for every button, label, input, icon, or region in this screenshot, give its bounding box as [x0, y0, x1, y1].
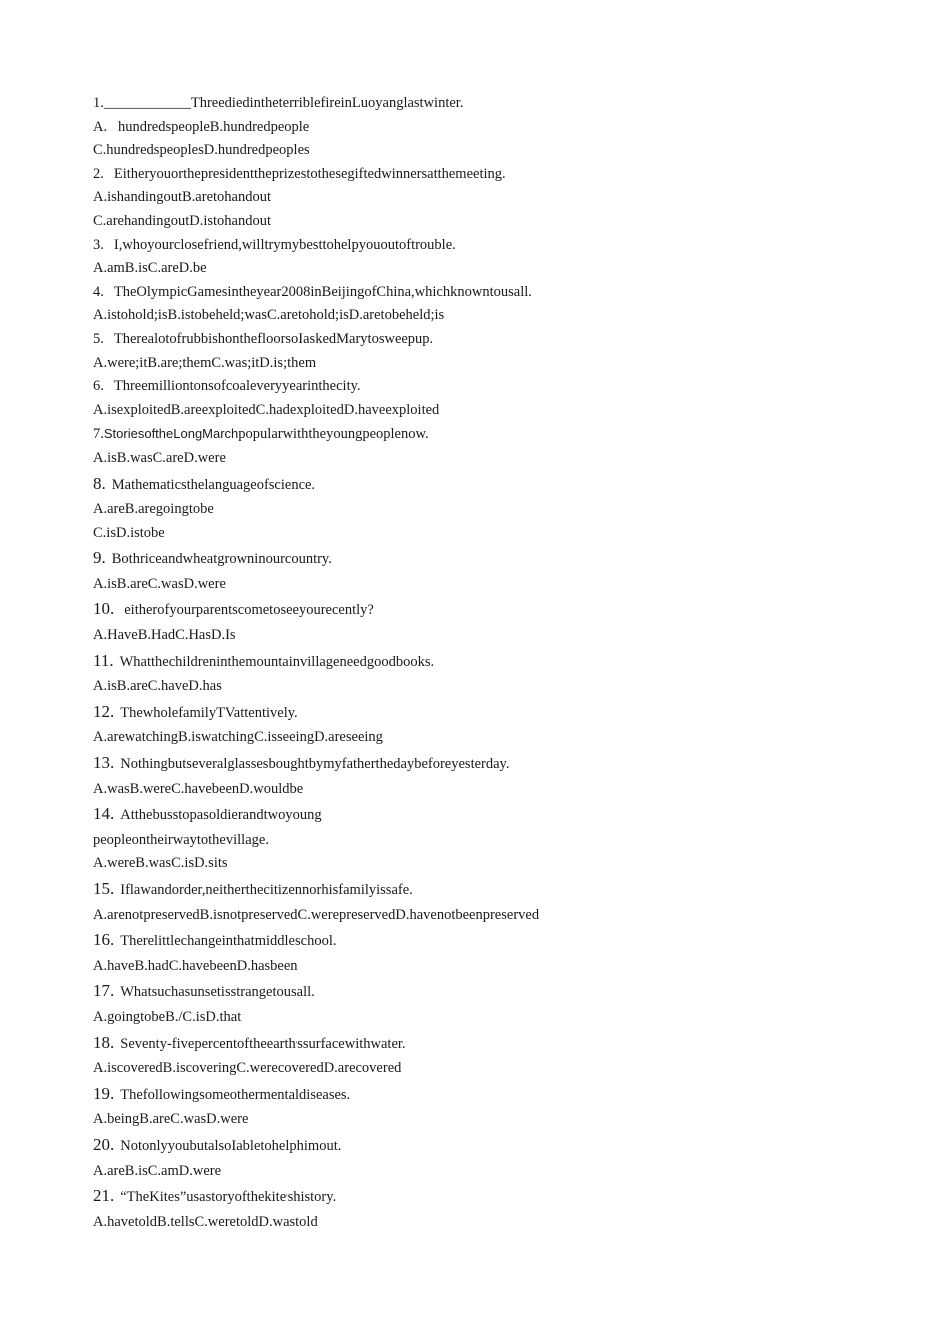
- question-stem: Threemilliontonsofcoaleveryyearinthecity.: [113, 378, 361, 395]
- options-line: A.areB.aregoingtobe: [93, 501, 214, 518]
- options-line: A.amB.isC.areD.be: [93, 260, 207, 277]
- question-stem: Thefollowingsomeothermentaldiseases.: [120, 1086, 351, 1103]
- options-line: A.isexploitedB.areexploitedC.hadexploitedD.haveexploited: [93, 401, 440, 418]
- question-3: [93, 234, 913, 258]
- question-18: [93, 1030, 913, 1058]
- question-stem: Whatthechildreninthemountainvillageneedgoodbooks.: [119, 653, 435, 670]
- question-stem: NotonlyyoubutalsoIabletohelphimout.: [120, 1137, 342, 1154]
- question-number: 16.: [93, 930, 115, 950]
- question-number: 20.: [93, 1134, 115, 1154]
- question-stem: Mathematicsthelanguageofscience.: [111, 476, 316, 493]
- question-number: 19.: [93, 1083, 115, 1103]
- options-line: A.arenotpreservedB.isnotpreservedC.werepreservedD.havenotbeenpreserved: [93, 906, 540, 923]
- options-line: A.haveB.hadC.havebeenD.hasbeen: [93, 957, 298, 974]
- options-line: C.hundredspeoplesD.hundredpeoples: [93, 142, 310, 159]
- options-line: A.arewatchingB.iswatchingC.isseeingD.areseeing: [93, 729, 383, 746]
- options-line: A.beingB.areC.wasD.were: [93, 1111, 249, 1128]
- options-line: A.havetoldB.tellsC.weretoldD.wastold: [93, 1213, 318, 1230]
- question-stem: shistory.: [287, 1189, 337, 1206]
- question-stem: Iflawandorder,neitherthecitizennorhisfamilyissafe.: [120, 882, 413, 898]
- question-number: 11.: [93, 650, 114, 670]
- options-line: A.goingtobeB./C.isD.that: [93, 1008, 242, 1025]
- question-number: 12.: [93, 701, 115, 721]
- question-11: [93, 648, 913, 676]
- question-stem: Atthebusstopasoldierandtwoyoung: [120, 807, 322, 824]
- question-13: [93, 750, 913, 778]
- question-12: [93, 699, 913, 727]
- question-stem-continued: peopleontheirwaytothevillage.: [93, 831, 269, 848]
- question-number: 21.: [93, 1186, 115, 1206]
- options-line: C.arehandingoutD.istohandout: [93, 212, 272, 229]
- options-line: A.isB.wasC.areD.were: [93, 449, 226, 466]
- question-number: 8.: [93, 473, 106, 493]
- options-line: A.isB.areC.wasD.were: [93, 575, 226, 592]
- question-number: 17.: [93, 981, 115, 1001]
- question-number: 14.: [93, 804, 115, 824]
- question-2: [93, 163, 913, 187]
- question-6: [93, 375, 913, 399]
- answer-blank: ____________: [103, 95, 191, 111]
- document-page: [93, 92, 913, 1234]
- question-stem: Eitheryouorthepresidenttheprizestothesegiftedwinnersatthemeeting.: [113, 165, 506, 182]
- question-number: 9.: [93, 548, 106, 568]
- options-line: A.were;itB.are;themC.was;itD.is;them: [93, 354, 317, 371]
- question-19: [93, 1081, 913, 1109]
- question-stem: TheOlympicGamesintheyear2008inBeijingofChina,whichknowntousall.: [113, 283, 532, 300]
- options-line: A.areB.isC.amD.were: [93, 1162, 222, 1179]
- question-16: [93, 927, 913, 955]
- question-stem: Seventy-fivepercentoftheearth: [120, 1035, 296, 1052]
- question-stem: I,whoyourclosefriend,willtrymybesttohelpyououtoftrouble.: [113, 236, 456, 253]
- question-number: 2.: [93, 165, 104, 182]
- question-stem: ssurfacewithwater.: [297, 1035, 406, 1052]
- options-line: A.isB.areC.haveD.has: [93, 678, 222, 695]
- question-stem: Bothriceandwheatgrowninourcountry.: [111, 551, 332, 568]
- question-5: [93, 328, 913, 352]
- question-stem: TherealotofrubbishonthefloorsoIaskedMarytosweepup.: [113, 330, 434, 347]
- apostrophe-mark: ': [286, 1193, 288, 1202]
- question-17: [93, 978, 913, 1006]
- question-number: 6.: [93, 378, 104, 395]
- question-14: [93, 801, 913, 829]
- question-number: 10.: [93, 599, 115, 619]
- question-8: [93, 471, 913, 499]
- question-stem: Nothingbutseveralglassesboughtbymyfatherthedaybeforeyesterday.: [120, 756, 510, 773]
- question-number: 7.: [93, 426, 104, 443]
- question-number: 4.: [93, 283, 104, 300]
- question-number: 18.: [93, 1032, 115, 1052]
- question-1: [93, 92, 913, 116]
- options-line: A. hundredspeopleB.hundredpeople: [93, 118, 310, 135]
- options-line: A.wereB.wasC.isD.sits: [93, 855, 228, 872]
- apostrophe-mark: ': [295, 1039, 298, 1049]
- question-7: [93, 422, 913, 447]
- question-21: [93, 1183, 913, 1211]
- options-line: A.wasB.wereC.havebeenD.wouldbe: [93, 780, 304, 797]
- question-10: [93, 596, 913, 624]
- question-stem-title: StoriesoftheLongMarch: [103, 426, 239, 442]
- question-number: 15.: [93, 879, 115, 898]
- question-stem: eitherofyourparentscometoseeyourecently?: [124, 602, 374, 619]
- options-line: A.ishandingoutB.aretohandout: [93, 189, 272, 206]
- question-4: [93, 281, 913, 305]
- options-line: A.iscoveredB.iscoveringC.werecoveredD.arecovered: [93, 1060, 402, 1077]
- options-line: A.HaveB.HadC.HasD.Is: [93, 627, 236, 644]
- question-20: [93, 1132, 913, 1160]
- question-9: [93, 545, 913, 573]
- question-number: 13.: [93, 753, 115, 773]
- question-stem: “TheKites”usastoryofthekite: [120, 1189, 287, 1206]
- question-stem: Whatsuchasunsetisstrangetousall.: [120, 984, 315, 1001]
- question-stem: popularwiththeyoungpeoplenow.: [238, 426, 429, 443]
- options-line: C.isD.istobe: [93, 524, 165, 541]
- question-15: [93, 876, 913, 904]
- options-line: A.istohold;isB.istobeheld;wasC.aretohold;isD.aretobeheld;is: [93, 307, 445, 324]
- question-number: 1.: [93, 95, 104, 111]
- question-stem: ThreediedintheterriblefireinLuoyanglastwinter.: [190, 95, 464, 111]
- question-number: 5.: [93, 330, 104, 347]
- question-number: 3.: [93, 236, 104, 253]
- question-stem: ThewholefamilyTVattentively.: [120, 704, 298, 721]
- question-stem: Therelittlechangeinthatmiddleschool.: [120, 933, 337, 950]
